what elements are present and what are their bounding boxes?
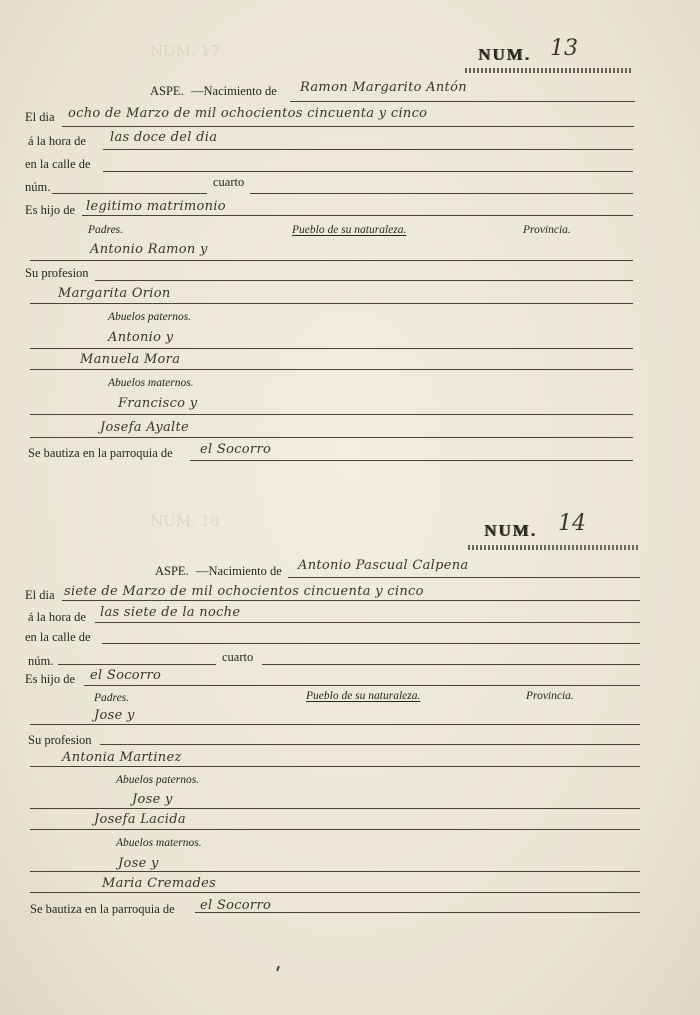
calle-label: en la calle de <box>25 157 91 171</box>
form-line <box>52 193 207 194</box>
hora-label: á la hora de <box>28 610 86 624</box>
bleed-through-mark: NUM. 17 <box>150 42 220 60</box>
form-line <box>62 126 634 127</box>
hora-label: á la hora de <box>28 134 86 148</box>
form-line <box>288 577 640 578</box>
form-line <box>103 149 633 150</box>
dia-value: siete de Marzo de mil ochocientos cincuenta y cinco <box>64 584 424 599</box>
num-field-label: núm. <box>28 654 54 668</box>
form-line <box>290 101 635 102</box>
birth-name-value: Ramon Margarito Antón <box>300 80 467 95</box>
form-line <box>30 766 640 767</box>
profesion-label: Su profesion <box>28 733 92 747</box>
form-line <box>62 600 640 601</box>
hijo-value: legitimo matrimonio <box>86 199 226 214</box>
padres-label: Padres. <box>94 692 130 704</box>
form-line <box>250 193 633 194</box>
entry-number-value: 13 <box>550 36 578 61</box>
entry-number-label: NUM. <box>478 45 531 64</box>
pueblo-label: Pueblo de su naturaleza. <box>292 224 407 236</box>
abuelos-paternos-label: Abuelos paternos. <box>108 311 192 323</box>
abuelos-maternos-label: Abuelos maternos. <box>116 837 202 849</box>
abuelos-paternos-label: Abuelos paternos. <box>116 774 200 786</box>
abuelo-materno-value: Jose y <box>118 856 159 871</box>
abuela-paterna-value: Manuela Mora <box>80 352 181 367</box>
profesion-label: Su profesion <box>25 266 89 280</box>
town-label: ASPE. <box>150 84 184 98</box>
bautiza-value: el Socorro <box>200 898 272 913</box>
form-line <box>30 414 633 415</box>
abuelo-paterno-value: Jose y <box>132 792 173 807</box>
abuela-paterna-value: Josefa Lacida <box>94 812 186 827</box>
bautiza-value: el Socorro <box>200 442 272 457</box>
padre-value: Jose y <box>94 708 135 723</box>
dia-label: El dia <box>25 588 55 602</box>
entry-number-value: 14 <box>558 511 586 536</box>
madre-value: Margarita Orion <box>58 286 171 301</box>
birth-name-value: Antonio Pascual Calpena <box>298 558 469 573</box>
form-line <box>84 685 640 686</box>
bautiza-label: Se bautiza en la parroquia de <box>28 446 173 460</box>
form-line <box>30 829 640 830</box>
form-line <box>30 437 633 438</box>
ink-speck <box>276 966 280 971</box>
form-line <box>58 664 216 665</box>
form-line <box>95 280 633 281</box>
form-line <box>190 460 633 461</box>
entry-number-label: NUM. <box>484 521 537 540</box>
padre-value: Antonio Ramon y <box>90 242 208 257</box>
madre-value: Antonia Martinez <box>62 750 182 765</box>
num-field-label: núm. <box>25 180 51 194</box>
dia-value: ocho de Marzo de mil ochocientos cincuenta y cinco <box>68 106 428 121</box>
hijo-label: Es hijo de <box>25 203 75 217</box>
abuelos-maternos-label: Abuelos maternos. <box>108 377 194 389</box>
abuelo-materno-value: Francisco y <box>118 396 198 411</box>
decorative-rule <box>468 545 640 550</box>
hijo-label: Es hijo de <box>25 672 75 686</box>
bautiza-label: Se bautiza en la parroquia de <box>30 902 175 916</box>
provincia-label: Provincia. <box>526 690 574 702</box>
birth-label: —Nacimiento de <box>196 564 282 578</box>
form-line <box>30 369 633 370</box>
hora-value: las siete de la noche <box>100 605 241 620</box>
cuarto-label: cuarto <box>213 175 245 189</box>
form-line <box>30 724 640 725</box>
town-label: ASPE. <box>155 564 189 578</box>
abuela-materna-value: Josefa Ayalte <box>100 420 190 435</box>
cuarto-label: cuarto <box>222 650 254 664</box>
form-line <box>30 871 640 872</box>
form-line <box>30 348 633 349</box>
abuela-materna-value: Maria Cremades <box>102 876 217 891</box>
form-line <box>102 643 640 644</box>
form-line <box>30 808 640 809</box>
birth-label: —Nacimiento de <box>191 84 277 98</box>
form-line <box>82 215 633 216</box>
dia-label: El dia <box>25 110 55 124</box>
padres-label: Padres. <box>88 224 124 236</box>
hijo-value: el Socorro <box>90 668 162 683</box>
pueblo-label: Pueblo de su naturaleza. <box>306 690 421 702</box>
form-line <box>103 171 633 172</box>
form-line <box>30 303 633 304</box>
form-line <box>30 260 633 261</box>
hora-value: las doce del dia <box>110 130 218 145</box>
form-line <box>30 892 640 893</box>
provincia-label: Provincia. <box>523 224 571 236</box>
form-line <box>195 912 640 913</box>
form-line <box>95 622 640 623</box>
form-line <box>100 744 640 745</box>
calle-label: en la calle de <box>25 630 91 644</box>
form-line <box>262 664 640 665</box>
bleed-through-mark: NUM. 18 <box>150 512 220 530</box>
decorative-rule <box>465 68 633 73</box>
abuelo-paterno-value: Antonio y <box>108 330 174 345</box>
